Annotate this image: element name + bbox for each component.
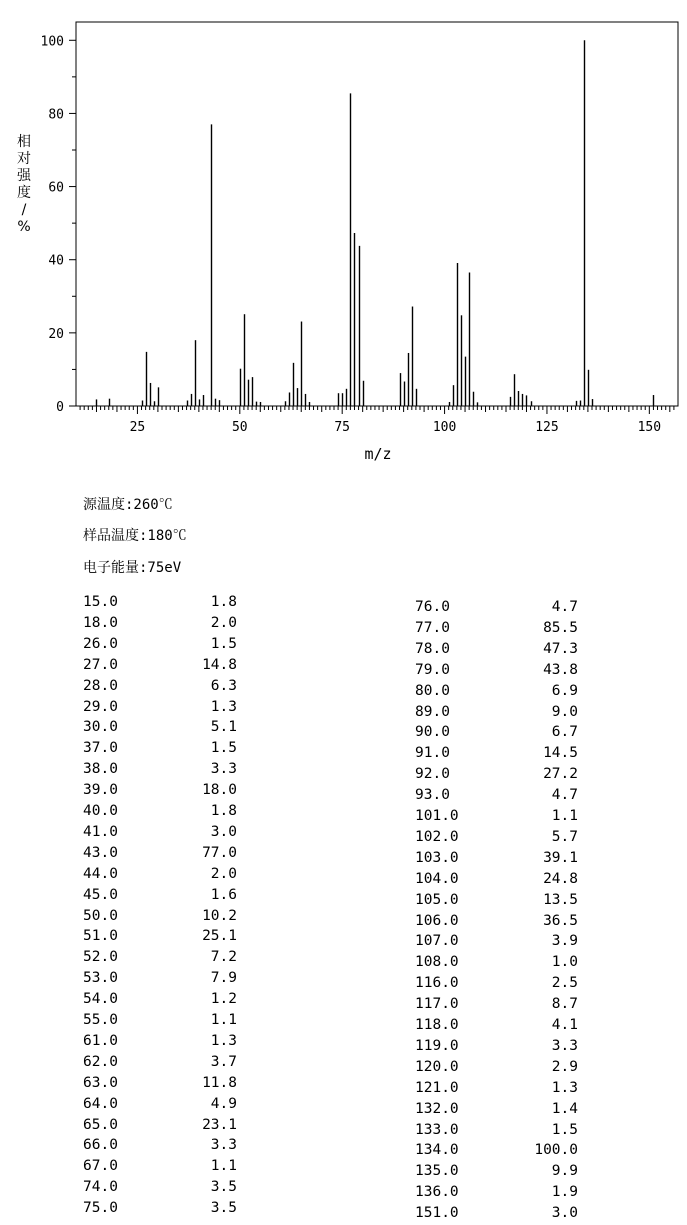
peak-mz: 43.0 [83, 844, 118, 861]
y-axis-label [17, 133, 32, 235]
peak-mz: 27.0 [83, 656, 118, 673]
peak-mz: 65.0 [83, 1116, 118, 1133]
peak-row [83, 657, 237, 677]
peak-abundance: 3.0 [551, 1205, 578, 1222]
peak-abundance: 9.9 [551, 1163, 578, 1180]
peak-abundance: 11.8 [202, 1074, 237, 1091]
peak-abundance: 23.1 [202, 1116, 237, 1133]
peak-mz: 108.0 [415, 954, 459, 971]
peak-mz: 30.0 [83, 719, 118, 736]
peak-mz: 132.0 [415, 1100, 459, 1117]
peak-row [83, 761, 237, 781]
peak-mz: 29.0 [83, 698, 118, 715]
peak-row [415, 787, 578, 807]
y-axis [41, 34, 76, 415]
peak-mz: 121.0 [415, 1079, 459, 1096]
x-tick-label: 100 [432, 420, 457, 435]
peak-abundance: 6.3 [210, 677, 237, 694]
peak-mz: 41.0 [83, 823, 118, 840]
peak-row [415, 913, 578, 933]
peak-abundance: 3.0 [210, 823, 237, 840]
peak-row [415, 1059, 578, 1079]
peak-mz: 91.0 [415, 745, 450, 762]
peak-abundance: 27.2 [543, 766, 578, 783]
peak-abundance: 18.0 [202, 782, 237, 799]
peak-mz: 120.0 [415, 1058, 459, 1075]
peak-abundance: 1.2 [210, 991, 237, 1008]
peak-mz: 133.0 [415, 1121, 459, 1138]
peak-mz: 106.0 [415, 912, 459, 929]
peak-row [83, 615, 237, 635]
peak-abundance: 4.1 [551, 1017, 578, 1033]
peak-abundance: 5.7 [551, 828, 578, 845]
peak-mz: 50.0 [83, 907, 118, 924]
peak-abundance: 47.3 [543, 640, 578, 657]
peak-abundance: 6.7 [551, 724, 578, 741]
peak-row [83, 636, 237, 656]
peak-mz: 61.0 [83, 1032, 118, 1049]
peak-mz: 89.0 [415, 703, 450, 720]
peak-abundance: 3.7 [210, 1053, 237, 1070]
peak-mz: 101.0 [415, 808, 459, 824]
peak-mz: 66.0 [83, 1137, 118, 1154]
peak-row [83, 991, 237, 1011]
peak-row [83, 699, 237, 719]
x-axis [80, 406, 674, 435]
peak-abundance: 14.5 [543, 745, 578, 762]
peak-abundance: 77.0 [202, 844, 237, 861]
peak-mz: 90.0 [415, 724, 450, 741]
peak-abundance: 4.7 [551, 599, 578, 615]
peak-row [83, 908, 237, 928]
peak-row [83, 803, 237, 823]
peak-abundance: 1.1 [210, 1012, 237, 1028]
peak-mz: 77.0 [415, 619, 450, 636]
peak-row [415, 808, 578, 828]
x-tick-label: 125 [535, 420, 559, 435]
peak-mz: 103.0 [415, 849, 459, 866]
peak-mz: 93.0 [415, 787, 450, 804]
peak-mz: 45.0 [83, 886, 118, 903]
peak-abundance: 7.9 [210, 970, 237, 987]
peak-mz: 134.0 [415, 1142, 459, 1159]
x-tick-label: 25 [129, 420, 146, 435]
peak-row [415, 1184, 578, 1204]
y-tick-label: 100 [40, 34, 64, 50]
peak-mz: 116.0 [415, 975, 459, 992]
peak-mz: 18.0 [83, 614, 118, 631]
x-tick-label: 75 [334, 420, 351, 435]
peak-row [83, 1117, 237, 1137]
peak-row [415, 871, 578, 891]
peak-mz: 40.0 [83, 803, 118, 819]
y-axis-label-char: 度 [17, 185, 31, 201]
peak-abundance: 6.9 [551, 682, 578, 699]
peak-abundance: 3.9 [551, 933, 578, 950]
peak-mz: 136.0 [415, 1184, 459, 1201]
peak-abundance: 13.5 [543, 891, 578, 908]
peak-abundance: 10.2 [202, 907, 237, 924]
peak-mz: 53.0 [83, 970, 118, 987]
peak-mz: 64.0 [83, 1095, 118, 1112]
peak-abundance: 14.8 [202, 656, 237, 673]
peak-row [415, 954, 578, 974]
peak-mz: 55.0 [83, 1012, 118, 1028]
peak-abundance: 1.3 [551, 1079, 578, 1096]
peak-row [415, 850, 578, 870]
peak-abundance: 1.1 [551, 808, 578, 824]
peak-row [83, 1033, 237, 1053]
peak-abundance: 2.5 [551, 975, 578, 992]
peak-row [415, 641, 578, 661]
peak-abundance: 5.1 [210, 719, 237, 736]
y-axis-label-char: 相 [17, 134, 31, 150]
peak-abundance: 1.8 [210, 803, 237, 819]
peak-abundance: 3.5 [210, 1179, 237, 1196]
peak-mz: 78.0 [415, 640, 450, 657]
peak-mz: 28.0 [83, 677, 118, 694]
peak-mz: 104.0 [415, 870, 459, 887]
peak-row [83, 970, 237, 990]
electron-energy: 电子能量:75eV [83, 560, 182, 576]
peak-abundance: 1.5 [210, 635, 237, 652]
peak-mz: 107.0 [415, 933, 459, 950]
x-tick-label: 50 [231, 420, 248, 435]
y-axis-label-char: % [17, 219, 31, 235]
peak-row [83, 866, 237, 886]
peak-mz: 76.0 [415, 599, 450, 615]
peak-mz: 92.0 [415, 766, 450, 783]
peak-row [415, 662, 578, 682]
peak-row [415, 683, 578, 703]
peak-abundance: 4.7 [551, 787, 578, 804]
peak-row [415, 745, 578, 765]
peak-mz: 80.0 [415, 682, 450, 699]
peak-row [83, 949, 237, 969]
peak-abundance: 2.0 [210, 614, 237, 631]
peak-row [415, 1163, 578, 1183]
peak-row [415, 1142, 578, 1162]
peak-abundance: 8.7 [551, 996, 578, 1013]
peak-abundance: 7.2 [210, 949, 237, 966]
peak-row [83, 845, 237, 865]
plot-frame [76, 22, 678, 406]
peak-row [415, 724, 578, 744]
peak-row [415, 1017, 578, 1037]
peak-abundance: 1.8 [210, 594, 237, 610]
peak-abundance: 36.5 [543, 912, 578, 929]
peak-row [415, 704, 578, 724]
peak-row [83, 1179, 237, 1199]
peak-abundance: 1.1 [210, 1158, 237, 1175]
peak-mz: 52.0 [83, 949, 118, 966]
peak-abundance: 1.0 [551, 954, 578, 971]
peak-row [83, 1012, 237, 1032]
peak-abundance: 1.5 [551, 1121, 578, 1138]
peak-abundance: 39.1 [543, 849, 578, 866]
peak-row [83, 1054, 237, 1074]
peak-row [83, 1158, 237, 1178]
peak-mz: 26.0 [83, 635, 118, 652]
peak-row [83, 1137, 237, 1157]
peak-mz: 51.0 [83, 928, 118, 945]
y-tick-label: 20 [48, 326, 64, 342]
peak-abundance: 100.0 [534, 1142, 578, 1159]
peak-mz: 102.0 [415, 828, 459, 845]
peak-mz: 135.0 [415, 1163, 459, 1180]
peak-abundance: 1.3 [210, 1032, 237, 1049]
peak-row [83, 1200, 237, 1220]
peak-row [415, 829, 578, 849]
peak-mz: 117.0 [415, 996, 459, 1013]
peak-row [83, 782, 237, 802]
peak-mz: 37.0 [83, 740, 118, 757]
sample-temperature: 样品温度:180℃ [83, 528, 187, 544]
peak-row [415, 599, 578, 619]
peak-abundance: 43.8 [543, 661, 578, 678]
peak-abundance: 85.5 [543, 619, 578, 636]
peak-abundance: 1.5 [210, 740, 237, 757]
mass-spectrum-chart [0, 0, 687, 470]
peak-row [415, 933, 578, 953]
peak-mz: 67.0 [83, 1158, 118, 1175]
peak-row [83, 824, 237, 844]
peak-row [415, 620, 578, 640]
peak-mz: 151.0 [415, 1205, 459, 1222]
x-tick-label: 150 [637, 420, 662, 435]
peak-mz: 39.0 [83, 782, 118, 799]
peak-row [415, 766, 578, 786]
peak-row [415, 975, 578, 995]
peak-abundance: 24.8 [543, 870, 578, 887]
x-axis-label: m/z [364, 445, 392, 463]
peak-abundance: 3.3 [210, 1137, 237, 1154]
peak-abundance: 1.9 [551, 1184, 578, 1201]
peak-mz: 54.0 [83, 991, 118, 1008]
peak-row [415, 996, 578, 1016]
spectrum-bars [97, 40, 654, 406]
y-axis-label-char: / [21, 202, 27, 218]
peak-abundance: 3.3 [210, 761, 237, 778]
peak-abundance: 2.0 [210, 865, 237, 882]
peak-abundance: 3.5 [210, 1200, 237, 1217]
peak-table-left [83, 594, 237, 1219]
peak-table-right [415, 599, 578, 1221]
peak-mz: 118.0 [415, 1017, 459, 1033]
peak-row [415, 892, 578, 912]
peak-abundance: 3.3 [551, 1037, 578, 1054]
peak-mz: 15.0 [83, 594, 118, 610]
peak-row [83, 594, 237, 614]
peak-row [83, 887, 237, 907]
y-axis-label-char: 对 [17, 151, 31, 167]
source-temperature: 源温度:260℃ [83, 497, 173, 513]
y-tick-label: 0 [56, 400, 64, 415]
peak-row [83, 719, 237, 739]
peak-mz: 63.0 [83, 1074, 118, 1091]
peak-row [83, 1075, 237, 1095]
peak-mz: 62.0 [83, 1053, 118, 1070]
peak-mz: 75.0 [83, 1200, 118, 1217]
peak-mz: 105.0 [415, 891, 459, 908]
y-tick-label: 40 [48, 253, 64, 269]
peak-row [83, 928, 237, 948]
peak-abundance: 9.0 [551, 703, 578, 720]
peak-row [83, 740, 237, 760]
peak-mz: 44.0 [83, 865, 118, 882]
peak-abundance: 2.9 [551, 1058, 578, 1075]
y-axis-label-char: 强 [17, 168, 31, 184]
peak-mz: 38.0 [83, 761, 118, 778]
peak-abundance: 1.3 [210, 698, 237, 715]
peak-row [415, 1080, 578, 1100]
peak-mz: 119.0 [415, 1037, 459, 1054]
peak-row [83, 678, 237, 698]
y-tick-label: 80 [48, 107, 64, 123]
peak-abundance: 1.6 [210, 886, 237, 903]
peak-row [415, 1205, 578, 1225]
peak-mz: 74.0 [83, 1179, 118, 1196]
peak-abundance: 1.4 [551, 1100, 578, 1117]
y-tick-label: 60 [48, 180, 64, 196]
peak-row [415, 1101, 578, 1121]
peak-mz: 79.0 [415, 661, 450, 678]
peak-abundance: 4.9 [210, 1095, 237, 1112]
peak-row [83, 1096, 237, 1116]
peak-row [415, 1122, 578, 1142]
peak-abundance: 25.1 [202, 928, 237, 945]
peak-row [415, 1038, 578, 1058]
